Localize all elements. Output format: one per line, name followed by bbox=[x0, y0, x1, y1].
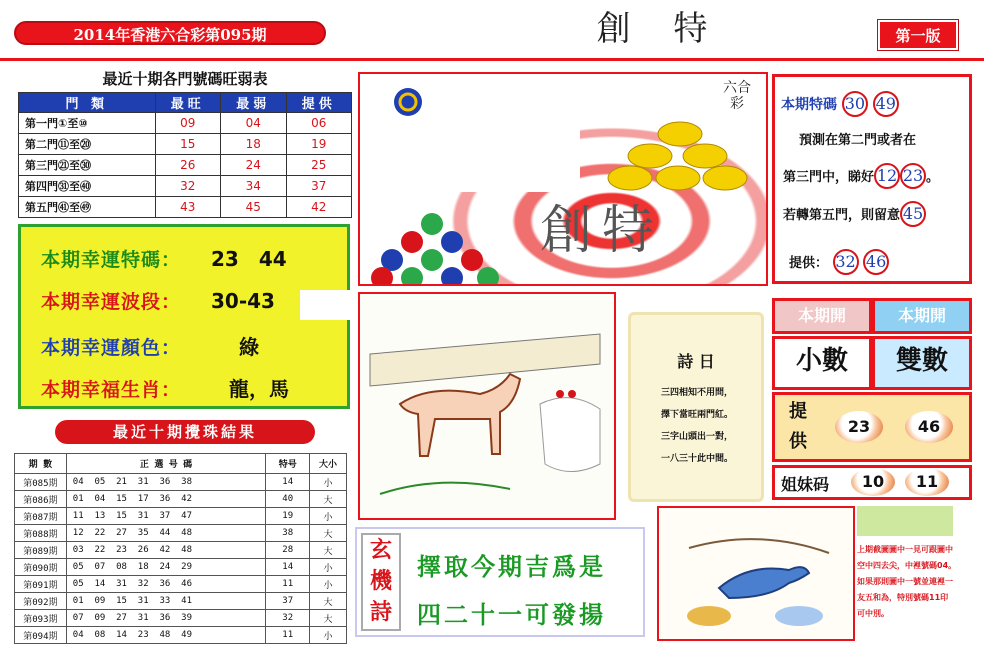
special-cell: 32 bbox=[266, 610, 310, 627]
special-cell: 14 bbox=[266, 474, 310, 491]
lucky-special-label: 本期幸運特碼： bbox=[41, 249, 182, 271]
header-divider bbox=[0, 58, 984, 61]
lucky-range-row bbox=[41, 287, 275, 314]
poem-scroll bbox=[628, 312, 764, 502]
pred-num: 45 bbox=[900, 201, 926, 227]
pred-line-4 bbox=[789, 249, 889, 275]
table-row bbox=[15, 508, 347, 525]
special-cell: 14 bbox=[266, 559, 310, 576]
table-row bbox=[15, 593, 347, 610]
blank-patch bbox=[300, 290, 355, 320]
poem-line: 三字山頭出一對， bbox=[660, 432, 733, 442]
table-row bbox=[19, 113, 352, 134]
gold-ingots-icon bbox=[608, 122, 747, 190]
note-line: 上期截圖圖中一見可跟圖中 bbox=[857, 545, 953, 554]
col-issue: 期 數 bbox=[15, 454, 67, 474]
pred-num: 23 bbox=[900, 163, 926, 189]
pred-line-1: 預測在第二門或者在 bbox=[799, 133, 917, 148]
pred-line2-text: 第三門中，睇好 bbox=[783, 170, 875, 185]
pred-label: 本期特碼 bbox=[781, 97, 837, 113]
numbers-cell: 04 05 21 31 36 38 bbox=[66, 474, 266, 491]
fruit-icon bbox=[568, 390, 576, 398]
door-label: 第五門㊶至㊾ bbox=[19, 197, 156, 218]
size-cell: 小 bbox=[310, 576, 347, 593]
min-cell: 04 bbox=[221, 113, 286, 134]
provide-ball: 23 bbox=[835, 411, 883, 443]
size-cell: 小 bbox=[310, 627, 347, 644]
col-door: 門 類 bbox=[19, 93, 156, 113]
open-value-left: 小數 bbox=[772, 336, 872, 390]
give-cell: 37 bbox=[286, 176, 352, 197]
issue-cell: 第091期 bbox=[15, 576, 67, 593]
lucky-special-row bbox=[41, 243, 287, 272]
size-cell: 大 bbox=[310, 525, 347, 542]
issue-cell: 第088期 bbox=[15, 525, 67, 542]
edition-badge: 第一版 bbox=[878, 20, 958, 50]
col-max: 最旺 bbox=[155, 93, 220, 113]
note-line: 如果那則圖中一號並連裡一 bbox=[857, 577, 953, 586]
issue-cell: 第092期 bbox=[15, 593, 67, 610]
poem-line: 一八三十此中間。 bbox=[660, 454, 733, 464]
sister-ball: 10 bbox=[851, 468, 895, 496]
lucky-zodiac-value: 龍，馬 bbox=[229, 377, 289, 401]
fruit-icon bbox=[556, 390, 564, 398]
rat-art bbox=[659, 508, 853, 639]
note-line: 友五和為，特別號碼11印 bbox=[857, 593, 949, 602]
xuanji-line-1: 擇取今期吉爲是 bbox=[417, 553, 606, 581]
min-cell: 24 bbox=[221, 155, 286, 176]
special-cell: 37 bbox=[266, 593, 310, 610]
lucky-range-value: 30-43 bbox=[211, 289, 275, 313]
max-cell: 32 bbox=[155, 176, 220, 197]
branch-icon bbox=[689, 539, 829, 553]
size-cell: 小 bbox=[310, 559, 347, 576]
header-title: 創 特 bbox=[596, 9, 724, 49]
numbers-cell: 11 13 15 31 37 47 bbox=[66, 508, 266, 525]
issue-cell: 第085期 bbox=[15, 474, 67, 491]
history-header-row bbox=[15, 454, 347, 474]
col-give: 提供 bbox=[286, 93, 352, 113]
open-value-right: 雙數 bbox=[872, 336, 972, 390]
max-cell: 43 bbox=[155, 197, 220, 218]
special-cell: 11 bbox=[266, 627, 310, 644]
special-cell: 19 bbox=[266, 508, 310, 525]
lucky-color-row bbox=[41, 331, 259, 360]
numbers-cell: 01 09 15 31 33 41 bbox=[66, 593, 266, 610]
lucky-color-value: 綠 bbox=[239, 335, 259, 359]
horse-art bbox=[360, 294, 614, 518]
pred-num: 30 bbox=[842, 91, 868, 117]
prediction-box bbox=[772, 74, 972, 284]
stats-header-row bbox=[19, 93, 352, 113]
note-line: 空中四去尖，中裡號碼04。 bbox=[857, 561, 957, 570]
lucky-zodiac-row bbox=[41, 373, 289, 402]
issue-cell: 第089期 bbox=[15, 542, 67, 559]
issue-cell: 第087期 bbox=[15, 508, 67, 525]
table-row bbox=[15, 525, 347, 542]
note-panel bbox=[857, 506, 973, 641]
sister-label: 姐妹码 bbox=[781, 475, 830, 494]
open-head-right: 本期開 bbox=[872, 298, 972, 334]
history-table bbox=[14, 453, 347, 644]
stats-title: 最近十期各門號碼旺弱表 bbox=[102, 70, 268, 88]
col-size: 大小 bbox=[310, 454, 347, 474]
pred-num: 32 bbox=[833, 249, 859, 275]
fence-icon bbox=[370, 334, 600, 386]
provide-ball: 46 bbox=[905, 411, 953, 443]
provide-label: 提供 bbox=[789, 401, 807, 452]
numbers-cell: 04 08 14 23 48 49 bbox=[66, 627, 266, 644]
center-big-text: 創特 bbox=[540, 201, 665, 261]
rat-icon bbox=[719, 567, 809, 598]
max-cell: 09 bbox=[155, 113, 220, 134]
min-cell: 18 bbox=[221, 134, 286, 155]
rock-icon bbox=[775, 606, 823, 626]
pred-num: 49 bbox=[873, 91, 899, 117]
numbers-cell: 01 04 15 17 36 42 bbox=[66, 491, 266, 508]
size-cell: 小 bbox=[310, 508, 347, 525]
col-min: 最弱 bbox=[221, 93, 286, 113]
provide-box bbox=[772, 392, 972, 462]
size-cell: 大 bbox=[310, 610, 347, 627]
table-row bbox=[15, 610, 347, 627]
max-cell: 15 bbox=[155, 134, 220, 155]
issue-cell: 第090期 bbox=[15, 559, 67, 576]
issue-cell: 第094期 bbox=[15, 627, 67, 644]
numbers-cell: 12 22 27 35 44 48 bbox=[66, 525, 266, 542]
open-head-left: 本期開 bbox=[772, 298, 872, 334]
logo-icon bbox=[394, 88, 422, 116]
size-cell: 大 bbox=[310, 491, 347, 508]
special-cell: 38 bbox=[266, 525, 310, 542]
pred-line4-text: 提供： bbox=[789, 256, 829, 271]
table-row bbox=[15, 576, 347, 593]
special-cell: 28 bbox=[266, 542, 310, 559]
note-line: 可中別。 bbox=[857, 609, 889, 618]
xuanji-line-2: 四二十一可發揚 bbox=[417, 601, 606, 629]
special-cell: 40 bbox=[266, 491, 310, 508]
rock-icon bbox=[540, 398, 600, 472]
pred-line-3 bbox=[783, 201, 926, 227]
lucky-special-value: 23 44 bbox=[211, 247, 287, 271]
numbers-cell: 05 14 31 32 36 46 bbox=[66, 576, 266, 593]
col-numbers: 正 選 号 碼 bbox=[66, 454, 266, 474]
size-cell: 大 bbox=[310, 593, 347, 610]
note-thumbnail bbox=[857, 506, 953, 536]
numbers-cell: 07 09 27 31 36 39 bbox=[66, 610, 266, 627]
sister-box bbox=[772, 465, 972, 500]
liuhecai-label: 六合彩 bbox=[723, 80, 751, 112]
poem-title: 詩 日 bbox=[677, 352, 715, 371]
table-row bbox=[15, 627, 347, 644]
lottery-balls-icon bbox=[371, 213, 499, 286]
rock-icon bbox=[687, 606, 731, 626]
lucky-color-label: 本期幸運顏色： bbox=[41, 337, 182, 359]
give-cell: 19 bbox=[286, 134, 352, 155]
table-row bbox=[19, 155, 352, 176]
pred-num: 46 bbox=[863, 249, 889, 275]
poem-line: 擇下當旺兩門紅。 bbox=[660, 410, 733, 420]
door-label: 第四門㉛至㊵ bbox=[19, 176, 156, 197]
issue-banner: 2014年香港六合彩第095期 bbox=[14, 21, 326, 45]
lucky-range-label: 本期幸運波段： bbox=[41, 291, 182, 313]
table-row bbox=[15, 542, 347, 559]
table-row bbox=[15, 559, 347, 576]
history-title: 最近十期攪珠結果 bbox=[55, 420, 315, 444]
pred-num: 12 bbox=[874, 163, 900, 189]
door-label: 第三門㉑至㉚ bbox=[19, 155, 156, 176]
door-label: 第二門⑪至⑳ bbox=[19, 134, 156, 155]
col-special: 特号 bbox=[266, 454, 310, 474]
min-cell: 34 bbox=[221, 176, 286, 197]
header-blank bbox=[330, 20, 550, 50]
table-row bbox=[19, 134, 352, 155]
issue-cell: 第086期 bbox=[15, 491, 67, 508]
issue-cell: 第093期 bbox=[15, 610, 67, 627]
min-cell: 45 bbox=[221, 197, 286, 218]
xuanji-box bbox=[355, 527, 645, 637]
table-row bbox=[19, 176, 352, 197]
lucky-zodiac-label: 本期幸福生肖： bbox=[41, 379, 182, 401]
grass-icon bbox=[380, 483, 510, 494]
center-blank bbox=[400, 122, 580, 192]
pred-line-0 bbox=[781, 91, 899, 117]
horse-illustration bbox=[358, 292, 616, 520]
give-cell: 25 bbox=[286, 155, 352, 176]
max-cell: 26 bbox=[155, 155, 220, 176]
numbers-cell: 03 22 23 26 42 48 bbox=[66, 542, 266, 559]
horse-icon bbox=[400, 374, 520, 456]
size-cell: 大 bbox=[310, 542, 347, 559]
rat-illustration bbox=[657, 506, 855, 641]
sister-ball: 11 bbox=[905, 468, 949, 496]
special-cell: 11 bbox=[266, 576, 310, 593]
xuanji-side-label: 玄機詩 bbox=[361, 533, 401, 631]
numbers-cell: 05 07 08 18 24 29 bbox=[66, 559, 266, 576]
give-cell: 06 bbox=[286, 113, 352, 134]
stats-table bbox=[18, 92, 352, 218]
give-cell: 42 bbox=[286, 197, 352, 218]
table-row bbox=[15, 491, 347, 508]
door-label: 第一門①至⑩ bbox=[19, 113, 156, 134]
pred-line2-end: 。 bbox=[926, 170, 940, 185]
pred-line-2 bbox=[783, 163, 939, 189]
pred-line3-text: 若轉第五門，則留意 bbox=[783, 208, 901, 223]
table-row bbox=[19, 197, 352, 218]
size-cell: 小 bbox=[310, 474, 347, 491]
poem-line: 三四相知不用問， bbox=[660, 388, 733, 398]
table-row bbox=[15, 474, 347, 491]
history-body bbox=[15, 474, 347, 644]
